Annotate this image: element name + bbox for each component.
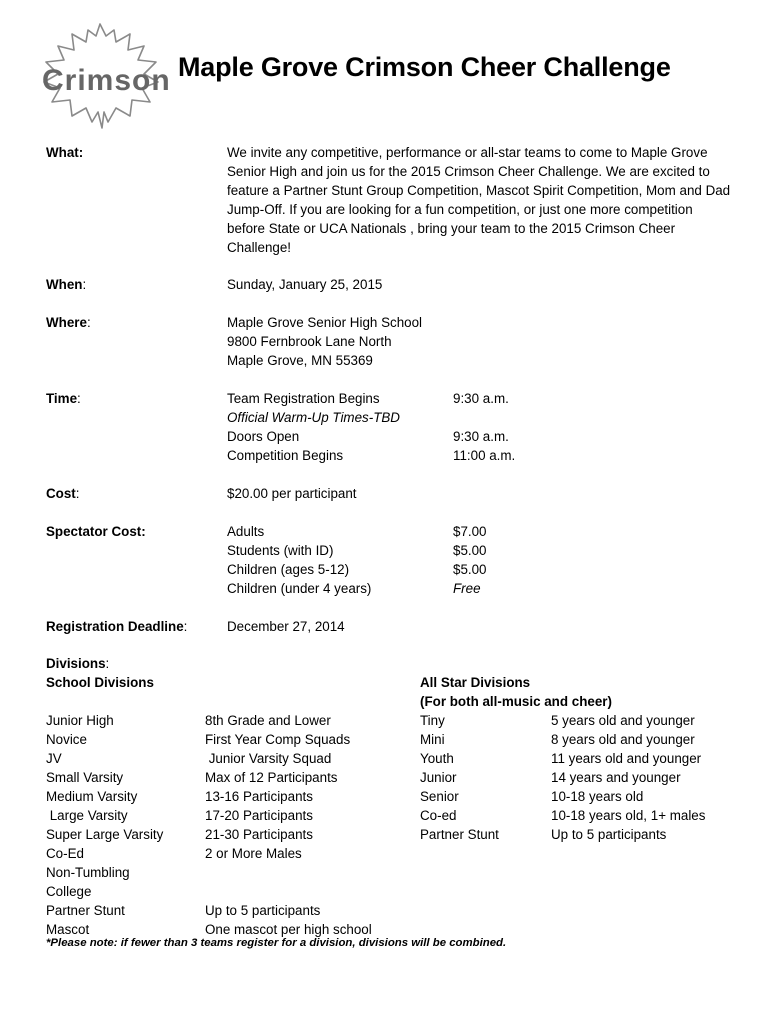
allstar-division-desc: 11 years old and younger	[551, 751, 702, 766]
spectator-price: $7.00	[453, 524, 487, 539]
deadline-value: December 27, 2014	[227, 619, 345, 634]
page-title: Maple Grove Crimson Cheer Challenge	[178, 52, 671, 82]
allstar-division-name: Junior	[420, 770, 457, 785]
school-division-desc: One mascot per high school	[205, 922, 372, 937]
spectator-item: Students (with ID)	[227, 543, 334, 558]
crimson-maple-leaf-logo	[34, 20, 172, 130]
allstar-division-name: Partner Stunt	[420, 827, 499, 842]
deadline-label: Registration Deadline:	[46, 619, 188, 634]
spectator-item: Children (under 4 years)	[227, 581, 372, 596]
allstar-division-name: Youth	[420, 751, 454, 766]
division-note: *Please note: if fewer than 3 teams register for a division, divisions will be combined.	[46, 937, 507, 949]
when-value: Sunday, January 25, 2015	[227, 277, 383, 292]
allstar-divisions-heading: All Star Divisions	[420, 675, 531, 690]
allstar-division-desc: 5 years old and younger	[551, 713, 695, 728]
where-label: Where:	[46, 315, 91, 330]
time-value: 11:00 a.m.	[453, 448, 516, 463]
time-item: Doors Open	[227, 429, 300, 444]
school-division-desc: Max of 12 Participants	[205, 770, 338, 785]
allstar-division-name: Tiny	[420, 713, 445, 728]
time-item: Team Registration Begins	[227, 391, 380, 406]
spectator-price: $5.00	[453, 562, 487, 577]
spectator-cost-label: Spectator Cost:	[46, 524, 146, 539]
school-division-name: Mascot	[46, 922, 90, 937]
allstar-divisions-subheading: (For both all-music and cheer)	[420, 694, 612, 709]
logo-text: Crimson	[42, 64, 171, 97]
school-division-desc: 21-30 Participants	[205, 827, 313, 842]
where-line: Maple Grove, MN 55369	[227, 353, 373, 368]
what-label: What:	[46, 145, 84, 160]
school-division-desc: 2 or More Males	[205, 846, 302, 861]
where-line: 9800 Fernbrook Lane North	[227, 334, 392, 349]
spectator-price: $5.00	[453, 543, 487, 558]
allstar-division-desc: Up to 5 participants	[551, 827, 667, 842]
spectator-item: Adults	[227, 524, 265, 539]
time-value: 9:30 a.m.	[453, 429, 509, 444]
school-division-desc: Junior Varsity Squad	[205, 751, 332, 766]
school-division-name: Junior High	[46, 713, 114, 728]
spectator-item: Children (ages 5-12)	[227, 562, 350, 577]
cost-label: Cost:	[46, 486, 80, 501]
school-division-name: Novice	[46, 732, 87, 747]
school-division-name: Large Varsity	[46, 808, 128, 823]
what-text: We invite any competitive, performance or all-star teams to come to Maple Grove Senior High and join us for the 2015 Crimson Cheer Challenge. We are excited to feature a Partner Stunt Group Competition, Mascot Spirit Competition, Mom and Dad Jump-Off. If you are looking for a fun competition, or just one more competition before State or UCA Nationals , bring your team to the 2015 Crimson Cheer Challenge!	[227, 145, 731, 255]
school-division-desc: Up to 5 participants	[205, 903, 321, 918]
when-label: When:	[46, 277, 87, 292]
spectator-price: Free	[453, 581, 481, 596]
school-division-desc: 13-16 Participants	[205, 789, 313, 804]
school-division-name: Non-Tumbling	[46, 865, 130, 880]
school-division-desc: First Year Comp Squads	[205, 732, 351, 747]
allstar-division-desc: 14 years and younger	[551, 770, 681, 785]
school-division-name: Partner Stunt	[46, 903, 125, 918]
time-item: Competition Begins	[227, 448, 344, 463]
school-division-desc: 8th Grade and Lower	[205, 713, 331, 728]
divisions-label: Divisions:	[46, 656, 110, 671]
allstar-division-name: Co-ed	[420, 808, 457, 823]
allstar-division-name: Senior	[420, 789, 459, 804]
school-division-name: Co-Ed	[46, 846, 84, 861]
allstar-division-desc: 8 years old and younger	[551, 732, 695, 747]
allstar-division-desc: 10-18 years old	[551, 789, 644, 804]
allstar-division-desc: 10-18 years old, 1+ males	[551, 808, 706, 823]
school-division-name: Small Varsity	[46, 770, 124, 785]
where-line: Maple Grove Senior High School	[227, 315, 423, 330]
time-label: Time:	[46, 391, 81, 406]
time-value: 9:30 a.m.	[453, 391, 509, 406]
school-division-name: Medium Varsity	[46, 789, 138, 804]
school-division-desc: 17-20 Participants	[205, 808, 313, 823]
allstar-division-name: Mini	[420, 732, 445, 747]
cost-value: $20.00 per participant	[227, 486, 357, 501]
school-division-name: Super Large Varsity	[46, 827, 164, 842]
time-item: Official Warm-Up Times-TBD	[227, 410, 400, 425]
school-divisions-heading: School Divisions	[46, 675, 154, 690]
school-division-name: JV	[46, 751, 62, 766]
school-division-name: College	[46, 884, 92, 899]
